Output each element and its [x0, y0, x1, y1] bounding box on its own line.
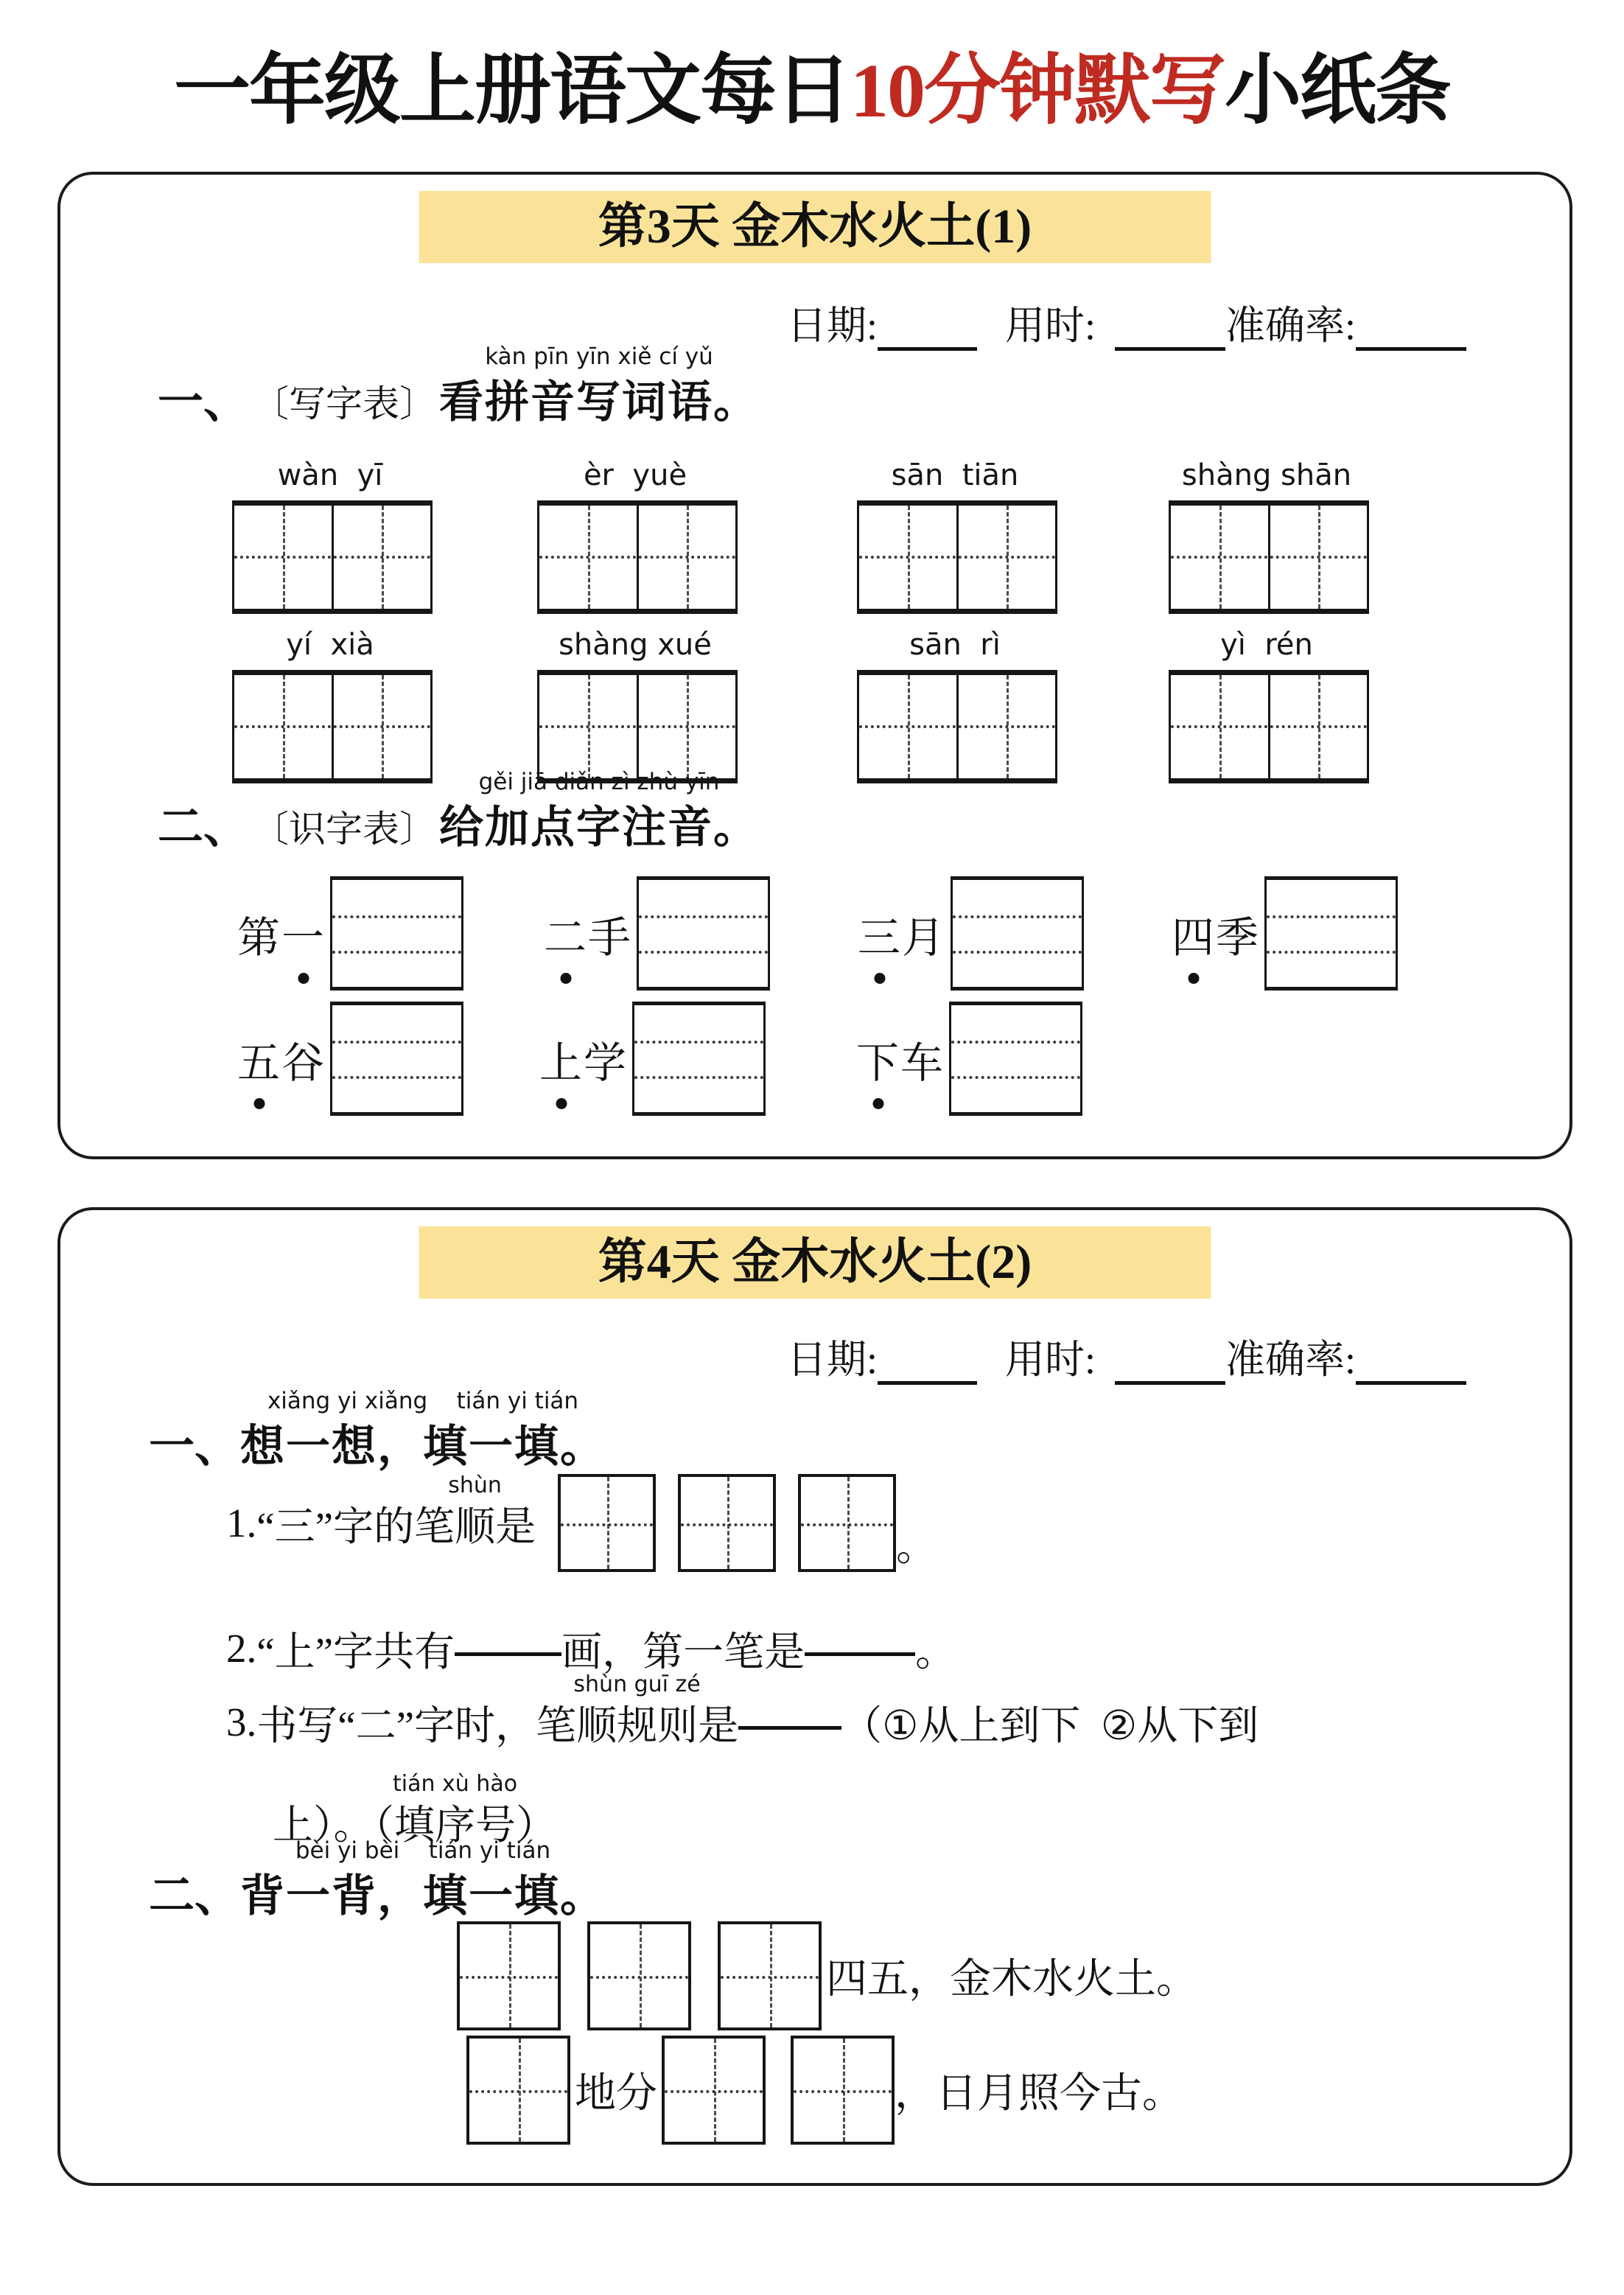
pinyin-answer-box [330, 1002, 463, 1116]
writing-grid [232, 500, 433, 614]
word-pinyin: wàn yī [277, 458, 383, 492]
time-label: 用时: [1004, 1338, 1096, 1382]
q2-blank-line [455, 1641, 561, 1656]
stroke-order-box [798, 1474, 896, 1572]
q1-period: 。 [896, 1524, 937, 1569]
q1-text: “三”字的笔 [256, 1504, 455, 1549]
recite-line-2 [466, 2036, 1183, 2145]
emphasis-dot [561, 973, 572, 984]
emphasis-dot [298, 973, 309, 984]
q2-number: 2. [226, 1626, 257, 1671]
date-label: 日期: [786, 304, 878, 348]
date-label: 日期: [786, 1338, 878, 1382]
q2-text: 画，第一笔是 [561, 1629, 805, 1674]
recite-text: 四五，金木水火土。 [826, 1957, 1197, 2002]
writing-grid [857, 500, 1057, 614]
writing-grid [232, 670, 433, 783]
pinyin-word-item [857, 456, 1053, 614]
section-number: 一、 [158, 377, 250, 427]
word-char-dotted: 四 [1172, 903, 1216, 965]
word-char: 第 [237, 913, 282, 962]
recite-text: 地分 [575, 2071, 657, 2117]
fill-box [718, 1921, 822, 2030]
q3-text: 是 [698, 1703, 739, 1748]
word-pinyin: shàng shān [1181, 458, 1352, 492]
emphasis-dot [1189, 973, 1200, 984]
annotate-item [856, 1002, 1082, 1116]
fill-box [457, 1921, 561, 2030]
stroke-order-box [678, 1474, 776, 1572]
pinyin-word-item [537, 456, 733, 614]
q3-options: （①从上到下 ②从下到 [841, 1703, 1259, 1748]
question-1 [226, 1474, 937, 1572]
writing-grid [1169, 500, 1369, 614]
q3-text: ） [516, 1803, 557, 1848]
word-char: 月 [902, 913, 947, 962]
day4-section2-header [149, 1837, 606, 1924]
pinyin-word-item [1169, 626, 1365, 783]
writing-grid [857, 670, 1057, 783]
ruby-text: 填序号 [394, 1803, 517, 1848]
q1-number: 1. [226, 1501, 257, 1545]
title-part1: 一年级上册语文每日 [173, 49, 850, 133]
time-label: 用时: [1004, 304, 1096, 348]
section-title: 给加点字注音。 [439, 803, 760, 852]
word-char: 车 [900, 1038, 945, 1087]
day4-banner [419, 1226, 1211, 1299]
pinyin-answer-box [632, 1002, 766, 1116]
word-char: 谷 [281, 1038, 326, 1087]
emphasis-dot [556, 1098, 567, 1109]
accuracy-label: 准确率: [1225, 1338, 1356, 1382]
word-pinyin: yì rén [1220, 628, 1313, 662]
section-number: 二、 [158, 802, 250, 853]
writing-grid [1169, 670, 1369, 783]
word-char: 季 [1216, 913, 1261, 962]
q3-text: 书写“二”字时，笔 [256, 1703, 577, 1748]
annotate-item [544, 876, 770, 991]
day4-card [57, 1207, 1572, 2186]
fill-box [662, 2036, 766, 2145]
pinyin-word-item [232, 626, 428, 783]
word-pinyin: èr yuè [583, 458, 687, 492]
q1-text: 是 [495, 1504, 536, 1549]
pinyin-word-item [857, 626, 1053, 783]
word-char-dotted: 三 [858, 903, 902, 965]
time-blank-line [1115, 307, 1225, 351]
section-title: 看拼音写词语。 [439, 377, 760, 427]
section-pinyin: gěi jiā diǎn zì zhù yīn [478, 769, 720, 795]
date-blank-line [878, 1341, 977, 1385]
day3-card [57, 172, 1572, 1159]
question-3 [226, 1672, 1259, 1751]
pinyin-answer-box [637, 876, 770, 991]
emphasis-dot [875, 973, 886, 984]
fill-box [791, 2036, 895, 2145]
fill-box [587, 1921, 691, 2030]
pinyin-answer-box [1264, 876, 1398, 991]
word-char-dotted: 五 [237, 1028, 281, 1090]
recite-line-1 [457, 1921, 1197, 2030]
word-char-dotted: 下 [856, 1028, 900, 1090]
accuracy-blank-line [1356, 1341, 1466, 1385]
section-pinyin: kàn pīn yīn xiě cí yǔ [485, 343, 713, 370]
ruby-text: 顺规则 [576, 1703, 699, 1748]
pinyin-answer-box [330, 876, 463, 991]
ruby-text: 顺 [455, 1504, 496, 1549]
annotate-item [858, 876, 1084, 991]
day3-section1-header [158, 343, 760, 430]
stroke-order-box [558, 1474, 656, 1572]
ruby-pinyin: shùn guī zé [573, 1672, 701, 1697]
word-char-dotted: 一 [281, 903, 326, 965]
writing-grid [537, 500, 738, 614]
word-char: 手 [588, 913, 633, 962]
day3-section2-header [158, 769, 760, 856]
writing-grid [537, 670, 738, 783]
q3-blank-line [738, 1714, 841, 1730]
q3-number: 3. [226, 1700, 257, 1744]
pinyin-word-item [537, 626, 733, 783]
day4-dateline [787, 1328, 1466, 1385]
accuracy-label: 准确率: [1225, 304, 1356, 348]
title-part3: 小纸条 [1225, 49, 1451, 133]
q2-blank-line [805, 1641, 915, 1656]
section-title: 背一背，填一填。 [240, 1871, 606, 1921]
q3-text: 上）。（ [273, 1803, 395, 1848]
pinyin-word-item [1169, 456, 1365, 614]
annotate-item [539, 1002, 766, 1116]
day4-section1-header [149, 1388, 606, 1475]
emphasis-dot [254, 1098, 265, 1109]
section-title: 想一想，填一填。 [240, 1422, 606, 1471]
question-2 [226, 1619, 956, 1677]
day4-banner-title: 第4天 金木水火土(2) [598, 1235, 1032, 1289]
word-pinyin: sān rì [909, 628, 1001, 662]
word-pinyin: yí xià [286, 628, 374, 662]
day3-dateline [787, 294, 1466, 351]
word-char-dotted: 二 [544, 903, 588, 965]
q2-period: 。 [915, 1629, 956, 1674]
word-pinyin: sān tiān [891, 458, 1019, 492]
pinyin-answer-box [949, 1002, 1082, 1116]
word-char-dotted: 上 [539, 1028, 584, 1090]
word-pinyin: shàng xué [559, 628, 712, 662]
section-number: 一、 [149, 1421, 241, 1472]
word-char: 学 [584, 1038, 629, 1087]
title-highlight: 10分钟默写 [850, 49, 1225, 133]
accuracy-blank-line [1356, 307, 1466, 351]
page-title [0, 46, 1624, 138]
pinyin-answer-box [951, 876, 1084, 991]
emphasis-dot [873, 1098, 884, 1109]
ruby-pinyin: shùn [448, 1473, 502, 1498]
pinyin-word-item [232, 456, 428, 614]
annotate-item [237, 876, 463, 991]
annotate-item [237, 1002, 463, 1116]
recite-text: ，日月照今古。 [895, 2071, 1183, 2117]
annotate-item [1172, 876, 1398, 991]
q2-text: “上”字共有 [256, 1629, 455, 1674]
ruby-pinyin: tián xù hào [392, 1771, 518, 1797]
fill-box [466, 2036, 570, 2145]
section-pinyin: bèi yi bèi tián yi tián [295, 1837, 551, 1864]
section-tag: 〔写字表〕 [252, 383, 437, 425]
day3-banner-title: 第3天 金木水火土(1) [598, 200, 1032, 254]
section-tag: 〔识字表〕 [252, 808, 437, 850]
section-pinyin: xiǎng yi xiǎng tián yi tián [267, 1388, 579, 1414]
day3-banner [419, 191, 1211, 263]
section-number: 二、 [149, 1870, 241, 1921]
time-blank-line [1115, 1341, 1225, 1385]
date-blank-line [878, 307, 977, 351]
